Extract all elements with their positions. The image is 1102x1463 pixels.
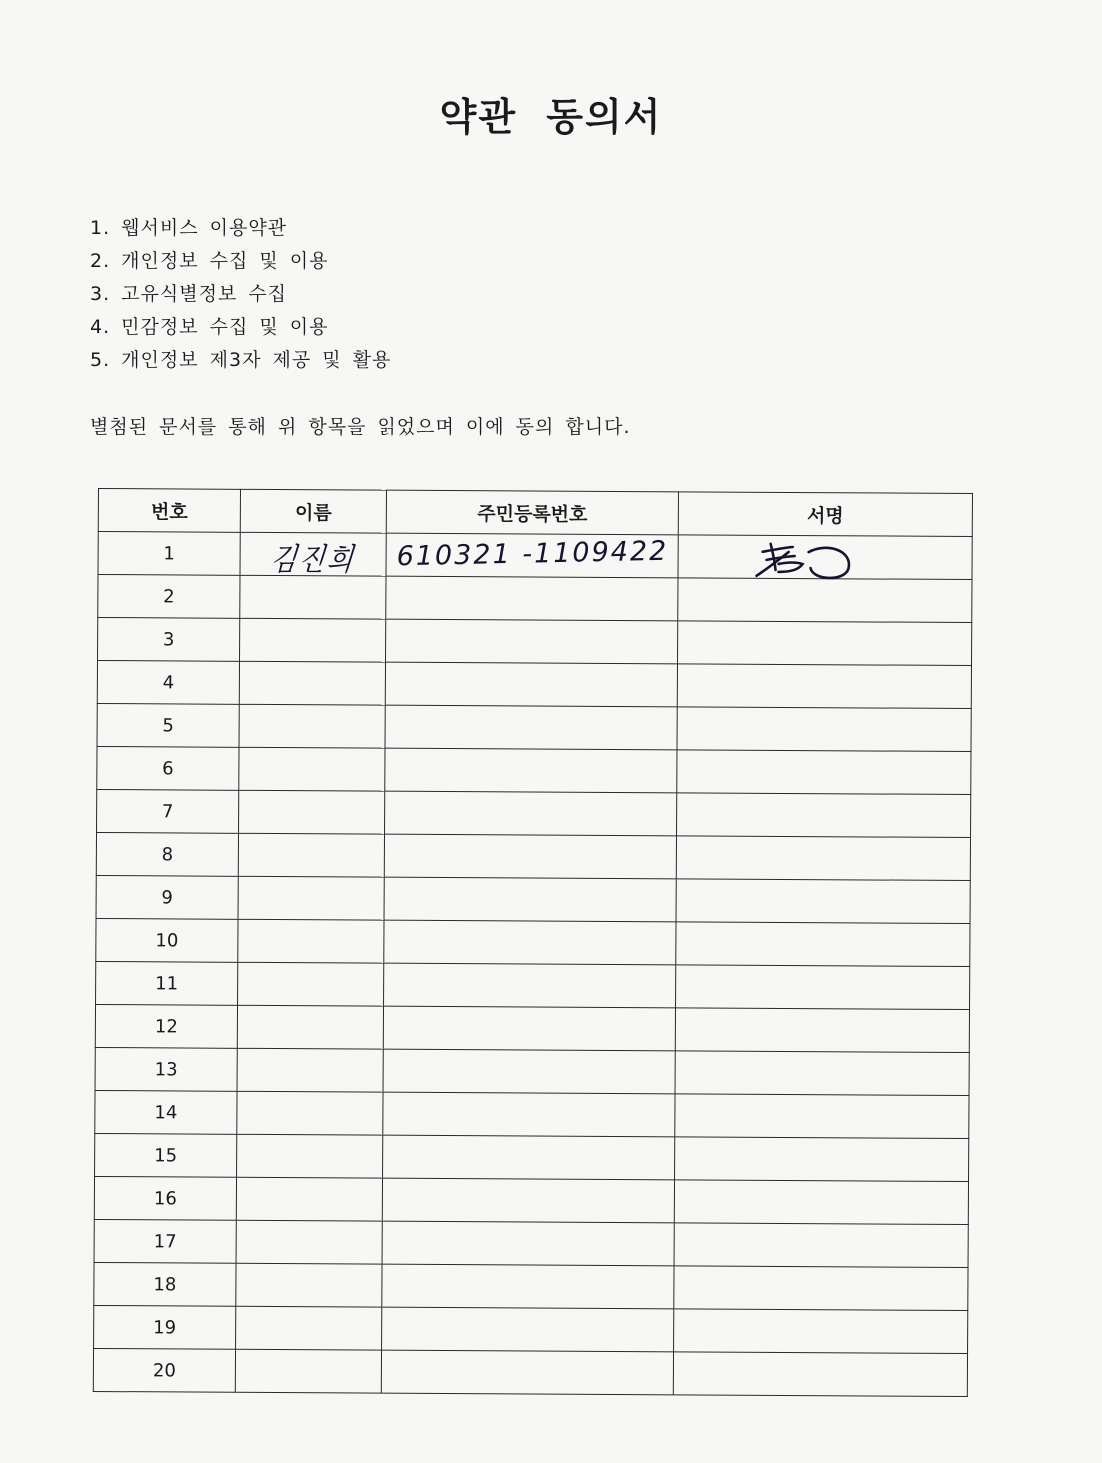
signature-cell xyxy=(677,707,971,752)
header-number: 번호 xyxy=(98,489,240,533)
table-row xyxy=(97,746,971,794)
signature-cell xyxy=(677,664,971,709)
row-number: 18 xyxy=(94,1262,236,1306)
name-cell xyxy=(236,1220,382,1264)
agreement-item: 1. 웹서비스 이용약관 xyxy=(90,217,288,239)
row-number: 6 xyxy=(97,746,239,790)
handwritten-id-number: 610321 -1109422 xyxy=(396,535,669,573)
id-number-cell xyxy=(385,705,677,750)
signature-cell xyxy=(674,1309,968,1354)
signature-cell xyxy=(678,578,972,623)
id-number-cell xyxy=(384,963,676,1008)
row-number: 7 xyxy=(97,789,239,833)
id-number-cell xyxy=(382,1178,674,1223)
table-row xyxy=(95,1090,969,1138)
name-cell xyxy=(240,532,386,579)
id-number-cell xyxy=(382,1221,674,1266)
row-number: 4 xyxy=(97,661,239,705)
id-number-cell xyxy=(383,1135,675,1180)
signature-cell xyxy=(675,1008,969,1053)
id-number-cell xyxy=(385,662,677,707)
row-number: 15 xyxy=(95,1133,237,1177)
agreement-items-list xyxy=(90,212,391,377)
table-row xyxy=(93,1348,967,1396)
id-number-cell xyxy=(384,834,676,879)
name-cell xyxy=(236,1306,382,1350)
name-cell xyxy=(235,1349,381,1393)
table-row xyxy=(95,1047,969,1095)
header-signature: 서명 xyxy=(678,492,972,537)
id-number-cell xyxy=(383,1092,675,1137)
signature-scribble-icon xyxy=(748,538,858,583)
id-number-cell xyxy=(384,877,676,922)
table-row xyxy=(94,1219,968,1267)
table-row xyxy=(96,918,970,966)
table-row xyxy=(96,832,970,880)
name-cell xyxy=(240,618,386,662)
id-number-cell xyxy=(385,791,677,836)
row-number: 13 xyxy=(95,1047,237,1091)
row-number: 20 xyxy=(93,1348,235,1392)
name-cell xyxy=(238,876,384,920)
row-number: 5 xyxy=(97,703,239,747)
table-row xyxy=(94,1176,968,1224)
row-number: 3 xyxy=(98,618,240,662)
name-cell xyxy=(237,1005,383,1049)
id-number-cell xyxy=(383,1049,675,1094)
row-number: 12 xyxy=(95,1004,237,1048)
table-row xyxy=(96,961,970,1009)
signature-cell xyxy=(674,1223,968,1268)
signature-cell xyxy=(674,1180,968,1225)
name-cell xyxy=(239,790,385,834)
name-cell xyxy=(236,1263,382,1307)
table-body xyxy=(93,532,972,1397)
table-header-row xyxy=(98,489,972,537)
agreement-item: 4. 민감정보 수집 및 이용 xyxy=(90,316,329,338)
name-cell xyxy=(238,919,384,963)
signature-cell xyxy=(676,922,970,967)
id-number-cell xyxy=(384,920,676,965)
signature-cell xyxy=(677,750,971,795)
signature-cell xyxy=(674,1266,968,1311)
table-row xyxy=(95,1004,969,1052)
signature-cell xyxy=(676,965,970,1010)
name-cell xyxy=(238,962,384,1006)
id-number-cell xyxy=(386,533,678,578)
signature-cell xyxy=(675,1051,969,1096)
table-row xyxy=(97,661,971,709)
name-cell xyxy=(237,1134,383,1178)
signature-cell xyxy=(676,836,970,881)
table-row xyxy=(95,1133,969,1181)
table-row xyxy=(97,703,971,751)
table-row xyxy=(98,532,972,580)
name-cell xyxy=(237,1048,383,1092)
signature-table xyxy=(93,488,973,1397)
table-row xyxy=(94,1262,968,1310)
signature-stroke xyxy=(808,548,849,578)
name-cell xyxy=(239,747,385,791)
id-number-cell xyxy=(382,1307,674,1352)
consent-statement: 별첨된 문서를 통해 위 항목을 읽었으며 이에 동의 합니다. xyxy=(90,416,631,438)
id-number-cell xyxy=(385,748,677,793)
table-row xyxy=(98,575,972,623)
table-row xyxy=(94,1305,968,1353)
row-number: 16 xyxy=(94,1176,236,1220)
row-number: 11 xyxy=(96,961,238,1005)
agreement-item: 3. 고유식별정보 수집 xyxy=(90,283,288,305)
signature-cell xyxy=(677,793,971,838)
row-number: 10 xyxy=(96,918,238,962)
table-row xyxy=(96,875,970,923)
id-number-cell xyxy=(386,576,678,621)
signature-cell xyxy=(677,621,971,666)
table-row xyxy=(97,789,971,837)
agreement-item: 5. 개인정보 제3자 제공 및 활용 xyxy=(90,349,392,371)
id-number-cell xyxy=(386,619,678,664)
signature-cell xyxy=(678,535,972,580)
row-number: 8 xyxy=(96,832,238,876)
signature-stroke xyxy=(779,562,803,572)
header-name: 이름 xyxy=(240,489,386,533)
name-cell xyxy=(239,661,385,705)
id-number-cell xyxy=(382,1264,674,1309)
name-cell xyxy=(238,833,384,877)
signature-cell xyxy=(673,1352,967,1397)
header-id-number: 주민등록번호 xyxy=(386,490,678,535)
name-cell xyxy=(240,575,386,619)
row-number: 9 xyxy=(96,875,238,919)
name-cell xyxy=(239,704,385,748)
id-number-cell xyxy=(381,1350,673,1395)
signature-cell xyxy=(676,879,970,924)
name-cell xyxy=(236,1177,382,1221)
signature-cell xyxy=(675,1094,969,1139)
row-number: 1 xyxy=(98,532,240,576)
agreement-item: 2. 개인정보 수집 및 이용 xyxy=(90,250,329,272)
row-number: 14 xyxy=(95,1090,237,1134)
row-number: 17 xyxy=(94,1219,236,1263)
document-title: 약관 동의서 xyxy=(439,95,663,139)
table-row xyxy=(98,618,972,666)
handwritten-name: 김진희 xyxy=(268,542,357,579)
id-number-cell xyxy=(383,1006,675,1051)
signature-cell xyxy=(675,1137,969,1182)
name-cell xyxy=(237,1091,383,1135)
row-number: 19 xyxy=(94,1305,236,1349)
row-number: 2 xyxy=(98,575,240,619)
